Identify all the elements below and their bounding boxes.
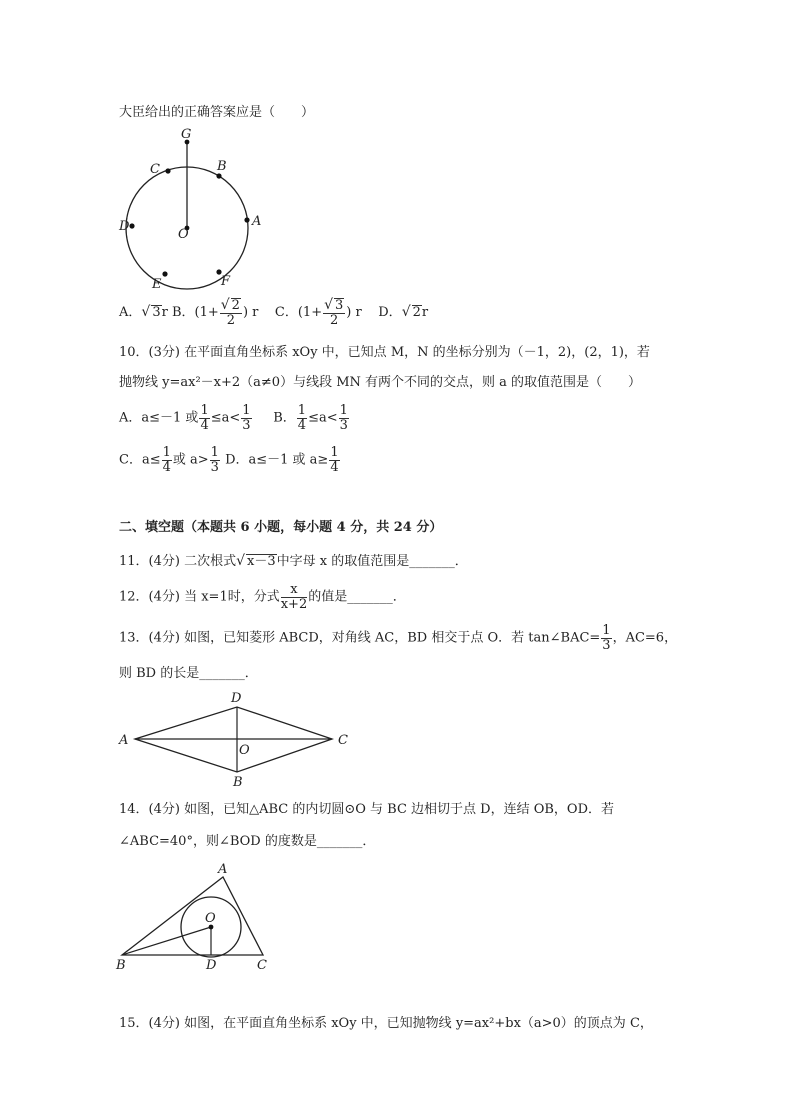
label-C: C bbox=[150, 162, 160, 177]
q10-line1: 10．(3分) 在平面直角坐标系 xOy 中，已知点 M，N 的坐标分别为（－1，2)，(2，1)，若 bbox=[119, 345, 650, 360]
q10-options-cd: C．a≤ $\frac{1}{4}$ 或 a> $\frac{1}{3}$ D．a≤－1 或 a≥ $\frac{1}{4}$ bbox=[119, 445, 339, 475]
q13-rhombus-figure bbox=[115, 690, 360, 790]
q13-line1: 13．(4分) 如图，已知菱形 ABCD，对角线 AC，BD 相交于点 O．若 tan∠BAC= $\frac{1}{3}$ ，AC=6， bbox=[119, 623, 678, 653]
q9-circle-figure bbox=[115, 124, 265, 294]
q13-line2: 则 BD 的长是_______． bbox=[119, 666, 258, 681]
label-O: O bbox=[239, 743, 250, 758]
q15-line1: 15．(4分) 如图，在平面直角坐标系 xOy 中，已知抛物线 y=ax²+bx（a>0）的顶点为 C， bbox=[119, 1016, 653, 1031]
q14-triangle-figure bbox=[112, 858, 277, 973]
q9-options: A．√ 3r B．(1+ $\frac{√ 2}{2}$ ) r C．(1+ $\frac{√ 3}{2}$ ) r D．√ 2r bbox=[119, 297, 429, 328]
label-A: A bbox=[119, 733, 129, 748]
q10-options-ab: A．a≤－1 或 $\frac{1}{4}$ ≤a< $\frac{1}{3}$ B． $\frac{1}{4}$ ≤a< $\frac{1}{3}$ bbox=[119, 403, 348, 433]
label-F: F bbox=[221, 274, 231, 289]
q11: 11．(4分) 二次根式√ x－3中字母 x 的取值范围是_______． bbox=[119, 553, 468, 569]
label-O: O bbox=[205, 911, 216, 926]
label-B: B bbox=[116, 958, 126, 973]
q12: 12．(4分) 当 x=1时，分式 $\frac{x}{x+2}$ 的值是_______． bbox=[119, 582, 406, 612]
label-B: B bbox=[217, 159, 227, 174]
label-A: A bbox=[218, 862, 228, 877]
q9-question-tail: 大臣给出的正确答案应是（ ） bbox=[119, 105, 315, 120]
q14-line1: 14．(4分) 如图，已知△ABC 的内切圆⊙O 与 BC 边相切于点 D，连结 OB，OD．若 bbox=[119, 802, 615, 817]
q10-line2: 抛物线 y=ax²－x+2（a≠0）与线段 MN 有两个不同的交点，则 a 的取值范围是（ ） bbox=[119, 375, 642, 390]
label-A: A bbox=[252, 214, 262, 229]
q14-line2: ∠ABC=40°，则∠BOD 的度数是_______． bbox=[119, 834, 376, 849]
label-D: D bbox=[231, 691, 242, 706]
label-D: D bbox=[206, 958, 217, 973]
label-B: B bbox=[233, 775, 243, 790]
label-C: C bbox=[257, 958, 267, 973]
label-D: D bbox=[119, 219, 130, 234]
label-G: G bbox=[181, 127, 192, 142]
section2-heading: 二、填空题（本题共 6 小题，每小题 4 分，共 24 分） bbox=[119, 520, 443, 535]
label-O: O bbox=[178, 227, 189, 242]
label-C: C bbox=[338, 733, 348, 748]
label-E: E bbox=[152, 277, 162, 292]
